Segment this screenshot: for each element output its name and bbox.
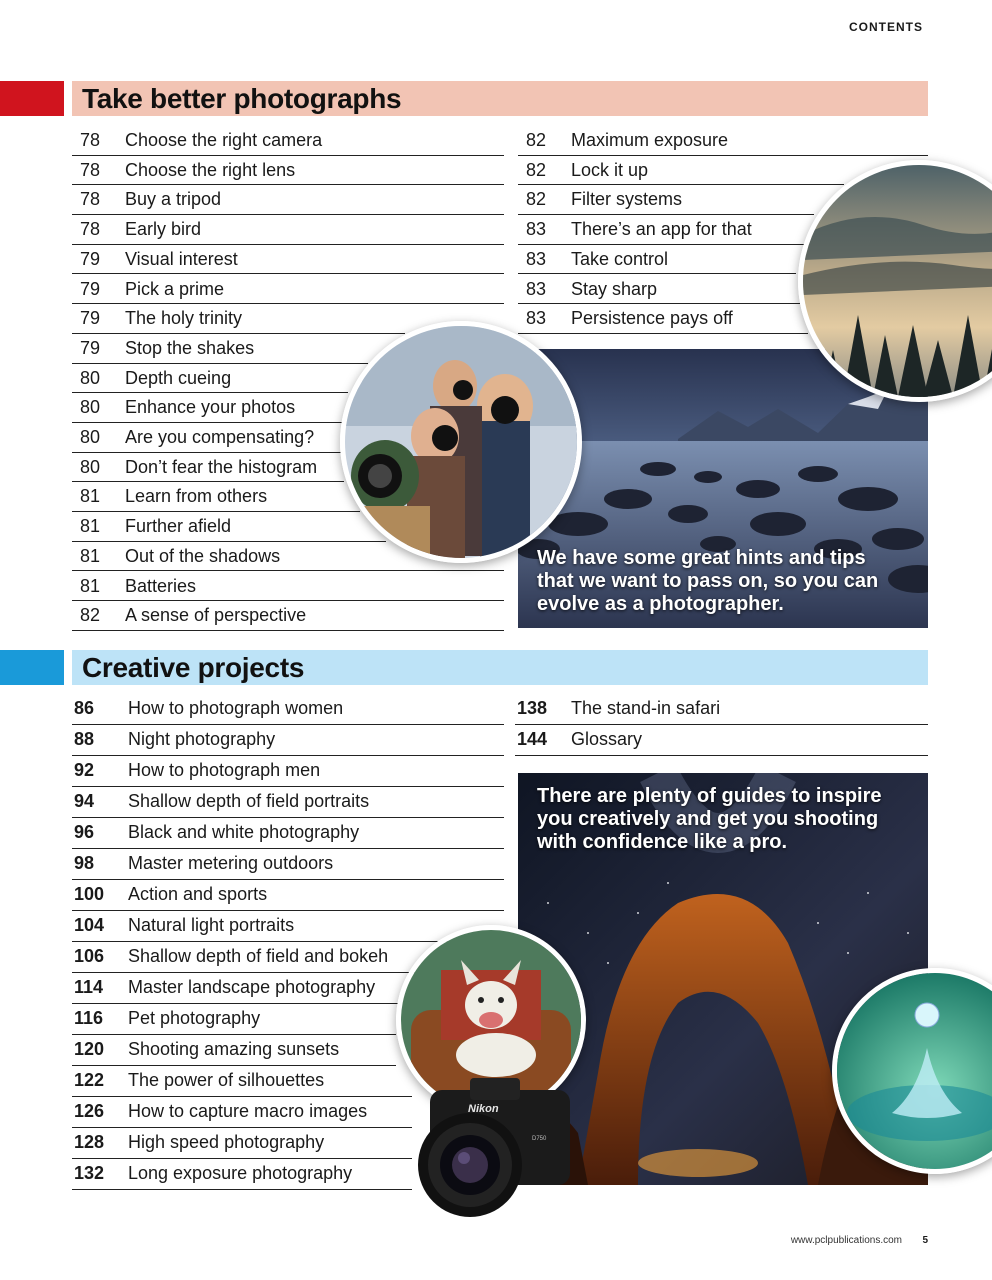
- nikon-camera-photo: [410, 1070, 575, 1225]
- toc-entry-title: Lock it up: [571, 159, 649, 180]
- toc-row: [72, 849, 504, 880]
- toc-entry-title: Pick a prime: [125, 278, 225, 299]
- toc-entry-title: Out of the shadows: [125, 545, 281, 566]
- toc-page-number: 92: [74, 760, 95, 780]
- toc-row: [72, 601, 504, 631]
- toc-row: [72, 453, 344, 483]
- toc-page-number: 88: [74, 729, 95, 749]
- toc-row: [72, 942, 436, 973]
- toc-page-number: 132: [74, 1163, 105, 1183]
- toc-entry-title: Action and sports: [128, 884, 268, 904]
- toc-entry-title: Visual interest: [125, 248, 238, 269]
- toc-entry-title: The power of silhouettes: [128, 1070, 325, 1090]
- toc-page-number: 82: [526, 159, 547, 180]
- toc-entry-title: Take control: [571, 248, 669, 269]
- toc-page-number: 79: [80, 248, 101, 269]
- toc-entry-title: Choose the right lens: [125, 159, 296, 180]
- toc-entry-title: Shallow depth of field and bokeh: [128, 946, 389, 966]
- toc-page-number: 82: [80, 605, 101, 626]
- toc-entry-title: The holy trinity: [125, 308, 243, 329]
- section2-accent: [0, 650, 64, 685]
- toc-row: [72, 1035, 396, 1066]
- toc-page-number: 126: [74, 1101, 105, 1121]
- toc-entry-title: Master metering outdoors: [128, 853, 334, 873]
- forest-image: [803, 165, 992, 397]
- camera-model: D750: [532, 1136, 547, 1142]
- toc-row: [72, 725, 504, 756]
- toc-entry-title: Glossary: [571, 729, 643, 749]
- toc-page-number: 82: [526, 189, 547, 210]
- toc-entry-title: Shallow depth of field portraits: [128, 791, 370, 811]
- toc-page-number: 122: [74, 1070, 105, 1090]
- toc-page-number: 83: [526, 278, 547, 299]
- toc-row: [518, 215, 804, 245]
- toc-row: [515, 694, 928, 725]
- toc-page-number: 83: [526, 248, 547, 269]
- toc-row: [72, 334, 368, 364]
- toc-page-number: 138: [517, 698, 548, 718]
- toc-entry-title: Pet photography: [128, 1008, 261, 1028]
- toc-page-number: 86: [74, 698, 95, 718]
- toc-row: [518, 185, 814, 215]
- toc-row: [515, 725, 928, 756]
- toc-page-number: 82: [526, 130, 547, 150]
- toc-entry-title: Batteries: [125, 575, 197, 596]
- toc-row: [72, 275, 504, 305]
- toc-entry-title: Black and white photography: [128, 822, 360, 842]
- toc-row: [518, 126, 928, 156]
- toc-page-number: 80: [80, 456, 101, 477]
- toc-entry-title: How to photograph women: [128, 698, 344, 718]
- toc-entry-title: Persistence pays off: [571, 308, 733, 329]
- section2-caption: There are plenty of guides to inspire you creatively and get you shooting with confidence like a pro.: [537, 785, 882, 853]
- toc-page-number: 79: [80, 308, 101, 329]
- toc-page-number: 114: [74, 977, 104, 997]
- toc-entry-title: There’s an app for that: [571, 219, 752, 240]
- toc-entry-title: Maximum exposure: [571, 130, 729, 150]
- toc-entry-title: Stay sharp: [571, 278, 658, 299]
- toc-row: [72, 572, 504, 602]
- toc-entry-title: Master landscape photography: [128, 977, 376, 997]
- toc-entry-title: Long exposure photography: [128, 1163, 353, 1183]
- toc-row: [518, 245, 796, 275]
- toc-page-number: 96: [74, 822, 95, 842]
- toc-page-number: 83: [526, 308, 547, 329]
- toc-page-number: 81: [80, 545, 101, 566]
- toc-row: [72, 393, 344, 423]
- toc-page-number: 79: [80, 278, 101, 299]
- toc-entry-title: Depth cueing: [125, 367, 232, 388]
- toc-page-number: 104: [74, 915, 105, 935]
- toc-page-number: 81: [80, 575, 101, 596]
- toc-page-number: 80: [80, 397, 101, 418]
- camera-brand: Nikon: [468, 1103, 499, 1115]
- toc-entry-title: Natural light portraits: [128, 915, 295, 935]
- toc-row: [72, 880, 504, 911]
- toc-entry-title: How to photograph men: [128, 760, 321, 780]
- toc-row: [72, 512, 386, 542]
- toc-page-number: 78: [80, 130, 101, 150]
- toc-row: [72, 156, 504, 186]
- toc-page-number: 81: [80, 486, 101, 507]
- toc-entry-title: How to capture macro images: [128, 1101, 368, 1121]
- toc-page-number: 81: [80, 516, 101, 537]
- toc-entry-title: Further afield: [125, 516, 232, 537]
- toc-row: [72, 1004, 396, 1035]
- toc-row: [72, 215, 504, 245]
- toc-entry-title: The stand-in safari: [571, 698, 721, 718]
- toc-row: [518, 304, 808, 334]
- toc-page-number: 80: [80, 367, 101, 388]
- toc-page-number: 78: [80, 159, 101, 180]
- toc-page-number: 128: [74, 1132, 105, 1152]
- toc-row: [72, 787, 504, 818]
- toc-entry-title: Learn from others: [125, 486, 268, 507]
- toc-row: [72, 423, 344, 453]
- toc-row: [72, 911, 504, 942]
- photographers-circle-photo: [340, 321, 582, 563]
- toc-entry-title: A sense of perspective: [125, 605, 307, 626]
- toc-page-number: 80: [80, 427, 101, 447]
- toc-page-number: 83: [526, 219, 547, 240]
- toc-row: [72, 1066, 412, 1097]
- section2-title: Creative projects: [82, 652, 305, 683]
- toc-page-number: 78: [80, 189, 101, 210]
- toc-page-number: 78: [80, 219, 101, 240]
- toc-page-number: 94: [74, 791, 95, 811]
- toc-entry-title: Choose the right camera: [125, 130, 323, 150]
- toc-row: [72, 1128, 412, 1159]
- toc-row: [72, 364, 348, 394]
- section1-title: Take better photographs: [82, 83, 402, 114]
- toc-row: [72, 126, 504, 156]
- toc-row: [518, 275, 800, 305]
- toc-row: [72, 756, 504, 787]
- toc-entry-title: High speed photography: [128, 1132, 325, 1152]
- section1-bar: [72, 81, 928, 116]
- toc-page-number: 100: [74, 884, 105, 904]
- toc-row: [72, 245, 504, 275]
- section1-caption: We have some great hints and tips that we want to pass on, so you can evolve as a photographer.: [537, 547, 879, 615]
- toc-page-number: 116: [74, 1008, 104, 1028]
- toc-row: [518, 156, 844, 186]
- toc-row: [72, 1097, 412, 1128]
- toc-row: [72, 694, 504, 725]
- toc-page-number: 79: [80, 337, 101, 358]
- toc-row: [72, 973, 402, 1004]
- water-drop-image: [837, 973, 992, 1169]
- toc-page-number: 106: [74, 946, 105, 966]
- toc-entry-title: Buy a tripod: [125, 189, 222, 210]
- toc-row: [72, 304, 405, 334]
- toc-row: [72, 185, 504, 215]
- toc-page-number: 120: [74, 1039, 105, 1059]
- toc-entry-title: Night photography: [128, 729, 276, 749]
- footer-page-number: 5: [922, 1235, 928, 1246]
- section2-bar: [72, 650, 928, 685]
- running-header: CONTENTS: [849, 20, 923, 34]
- toc-row: [72, 818, 504, 849]
- toc-page-number: 98: [74, 853, 95, 873]
- photographers-image: [345, 326, 577, 558]
- footer-url: www.pclpublications.com: [790, 1235, 902, 1246]
- toc-entry-title: Don’t fear the histogram: [125, 456, 318, 477]
- camera-image: [410, 1070, 575, 1225]
- section1-accent: [0, 81, 64, 116]
- toc-entry-title: Enhance your photos: [125, 397, 296, 418]
- toc-entry-title: Early bird: [125, 219, 202, 240]
- toc-entry-title: Shooting amazing sunsets: [128, 1039, 340, 1059]
- toc-entry-title: Are you compensating?: [125, 427, 315, 447]
- toc-entry-title: Filter systems: [571, 189, 683, 210]
- toc-row: [72, 1159, 412, 1190]
- toc-entry-title: Stop the shakes: [125, 337, 255, 358]
- toc-row: [72, 482, 360, 512]
- toc-page-number: 144: [517, 729, 548, 749]
